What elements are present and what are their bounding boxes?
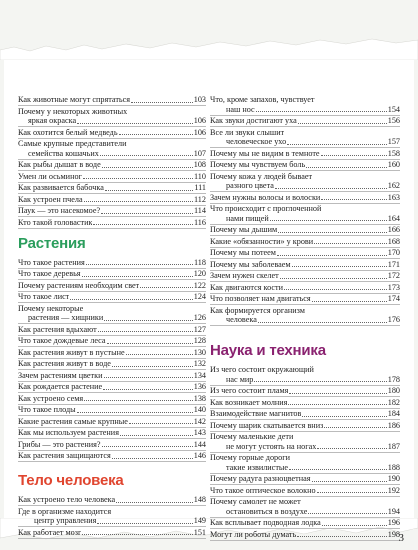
toc-entry (18, 139, 206, 149)
toc-entry-page: 194 (387, 506, 400, 516)
toc-entry (18, 507, 206, 517)
toc-entry-title: Почему горные дороги (210, 453, 290, 462)
toc-entry (210, 375, 400, 386)
toc-entry (210, 306, 400, 316)
toc-leader-dots (100, 155, 193, 156)
toc-entry-page: 136 (193, 382, 206, 391)
toc-leader-dots (284, 289, 387, 290)
toc-entry (18, 218, 206, 229)
toc-entry (210, 365, 400, 375)
toc-entry-page: 157 (387, 137, 400, 146)
toc-entry (210, 116, 400, 127)
toc-entry-title: Почему мы потеем (210, 248, 276, 257)
toc-entry-title: Почему у некоторых животных (18, 106, 128, 116)
toc-leader-dots (275, 188, 387, 189)
toc-entry-title: Почему маленькие дети (210, 432, 294, 441)
toc-entry (18, 281, 206, 292)
toc-entry (18, 172, 206, 183)
toc-entry (18, 359, 206, 370)
toc-entry-title: человека (226, 315, 257, 324)
toc-entry (18, 269, 206, 280)
toc-entry-title: Все ли звуки слышит (210, 127, 285, 137)
toc-entry (18, 149, 206, 160)
torn-paper-top-edge (0, 0, 418, 60)
toc-entry-page: 154 (387, 104, 400, 114)
toc-leader-dots (321, 155, 387, 156)
page-number: 3 (398, 532, 404, 544)
toc-leader-dots (103, 389, 193, 390)
toc-entry (18, 116, 206, 127)
toc-entry (210, 294, 400, 305)
toc-entry-page: 116 (194, 217, 206, 227)
toc-entry (18, 516, 206, 527)
toc-leader-dots (254, 381, 386, 382)
toc-entry (210, 137, 400, 148)
toc-entry-page: 178 (387, 374, 400, 384)
toc-entry (210, 172, 400, 182)
toc-entry-page: 130 (193, 347, 206, 357)
section-heading-human-body: Тело человека (18, 472, 124, 489)
toc-entry-page: 196 (387, 518, 400, 527)
toc-leader-dots (86, 264, 193, 265)
toc-entry-title: Как работает мозг (18, 527, 82, 537)
toc-entry (18, 495, 206, 506)
toc-entry (18, 195, 206, 206)
toc-entry-page: 132 (193, 359, 206, 368)
toc-entry-title: Как рождается растение (18, 382, 103, 391)
toc-entry (210, 225, 400, 236)
toc-entry-page: 151 (193, 527, 206, 537)
toc-entry (210, 193, 400, 204)
toc-entry-title: Почему шарик скатывается вниз (210, 420, 324, 430)
toc-entry-page: 124 (193, 292, 206, 301)
toc-entry-page: 173 (387, 282, 400, 292)
toc-entry-title: Как всплывает подводная лодка (210, 518, 321, 527)
toc-entry-title: Как развивается бабочка (18, 183, 104, 192)
toc-entry-title: Зачем нужен скелет (210, 271, 279, 280)
toc-entry-page: 156 (387, 116, 400, 125)
toc-leader-dots (83, 178, 193, 179)
toc-entry-title: Как устроен пчела (18, 194, 83, 204)
toc-leader-dots (97, 523, 192, 524)
toc-entry (18, 371, 206, 382)
toc-entry-page: 166 (387, 225, 400, 234)
toc-entry-page: 138 (193, 393, 206, 403)
toc-leader-dots (287, 144, 387, 145)
toc-group-science (210, 365, 400, 541)
toc-entry (210, 181, 400, 192)
toc-leader-dots (120, 435, 193, 436)
toc-entry (18, 440, 206, 451)
toc-entry (18, 128, 206, 139)
toc-entry-title: Как возникает молния (210, 397, 288, 407)
toc-entry-title: Как рыбы дышат в воде (18, 160, 101, 169)
toc-leader-dots (324, 427, 386, 428)
toc-entry (210, 105, 400, 116)
toc-entry (18, 394, 206, 405)
toc-entry-title: Какие растения самые крупные (18, 416, 128, 426)
toc-entry-title: Как животные могут спрятаться (18, 95, 131, 104)
toc-entry-title: Как двигаются кости (210, 282, 284, 292)
toc-entry (210, 518, 400, 529)
toc-entry-page: 164 (387, 213, 400, 223)
toc-entry-title: наш нос (226, 104, 255, 114)
toc-entry-title: Кто такой головастик (18, 217, 93, 227)
toc-entry-title: Грибы — это растения? (18, 439, 101, 449)
toc-entry-title: Как растения живут в пустыне (18, 347, 125, 357)
toc-entry (18, 183, 206, 194)
toc-entry-title: Зачем нужны волосы и волоски (210, 192, 321, 202)
toc-entry (18, 160, 206, 171)
toc-leader-dots (77, 412, 193, 413)
toc-entry (18, 451, 206, 462)
toc-entry (210, 463, 400, 474)
toc-leader-dots (289, 469, 387, 470)
toc-entry-page: 182 (387, 397, 400, 407)
toc-entry-title: Взаимодействие магнитов (210, 409, 302, 418)
toc-entry (210, 237, 400, 248)
toc-entry-title: Из чего состоит окружающий (210, 365, 314, 374)
toc-entry (18, 348, 206, 359)
toc-entry-title: Почему мы чувствуем боль (210, 160, 306, 169)
toc-entry (210, 204, 400, 214)
toc-entry-title: Как звуки достигают уха (210, 116, 297, 125)
toc-entry-page: 160 (387, 160, 400, 169)
toc-group-human-body (18, 495, 206, 539)
toc-entry-page: 146 (193, 451, 206, 460)
toc-leader-dots (278, 232, 387, 233)
toc-entry (210, 95, 400, 105)
toc-entry-title: Почему растениям необходим свет (18, 280, 140, 290)
toc-entry-page: 186 (387, 420, 400, 430)
toc-entry (210, 315, 400, 326)
toc-entry-page: 110 (194, 171, 206, 181)
toc-entry-title: Как мы используем растения (18, 428, 119, 437)
toc-entry-page: 190 (387, 474, 400, 483)
toc-leader-dots (77, 123, 193, 124)
toc-leader-dots (292, 266, 387, 267)
toc-entry (210, 421, 400, 432)
toc-entry-page: 120 (193, 269, 206, 278)
toc-entry (18, 417, 206, 428)
toc-entry-title: семейства кошачьих (28, 148, 99, 158)
toc-entry-title: Как растения живут в воде (18, 359, 111, 368)
toc-entry-title: остановиться в воздухе (226, 506, 308, 516)
toc-entry-title: Умен ли осьминог (18, 171, 82, 181)
toc-leader-dots (298, 123, 387, 124)
toc-entry-page: 149 (193, 516, 206, 525)
toc-entry (18, 95, 206, 106)
toc-entry (18, 382, 206, 393)
toc-entry-title: Почему кожа у людей бывает (210, 171, 313, 181)
toc-group-animals (18, 95, 206, 229)
toc-entry (18, 336, 206, 347)
toc-left-column (18, 95, 206, 539)
toc-entry-page: 176 (387, 315, 400, 324)
toc-entry-page: 106 (193, 127, 206, 137)
toc-leader-dots (129, 423, 193, 424)
toc-entry-title: Как растения защищаются (18, 451, 111, 460)
toc-leader-dots (258, 322, 387, 323)
toc-entry-page: 114 (194, 206, 206, 215)
toc-group-plants (18, 258, 206, 463)
toc-entry-page: 140 (193, 405, 206, 414)
toc-entry-title: Где в организме находится (18, 506, 112, 516)
toc-entry-title: Почему радуга разноцветная (210, 474, 311, 483)
toc-leader-dots (308, 513, 386, 514)
toc-entry-page: 127 (193, 324, 206, 334)
toc-leader-dots (317, 448, 386, 449)
toc-leader-dots (105, 190, 193, 191)
toc-entry-title: Что такое растения (18, 257, 85, 267)
toc-entry (18, 428, 206, 439)
toc-leader-dots (119, 134, 193, 135)
toc-entry-page: 103 (193, 95, 206, 104)
toc-entry-page: 174 (387, 294, 400, 303)
toc-entry-title: Как устроено семя (18, 393, 84, 403)
toc-entry-page: 162 (387, 181, 400, 190)
toc-entry-page: 198 (387, 529, 400, 539)
toc-entry-title: центр управления (34, 516, 97, 525)
toc-entry (18, 292, 206, 303)
toc-leader-dots (317, 492, 387, 493)
toc-leader-dots (280, 278, 387, 279)
toc-entry-page: 192 (387, 485, 400, 495)
toc-entry (18, 304, 206, 314)
toc-entry (18, 528, 206, 539)
toc-entry-page: 144 (193, 439, 206, 449)
toc-entry (210, 149, 400, 160)
toc-right-column (210, 95, 400, 541)
toc-leader-dots (302, 416, 386, 417)
toc-entry (210, 486, 400, 497)
toc-entry-page: 112 (194, 194, 206, 204)
toc-entry-page: 143 (193, 428, 206, 437)
toc-entry-title: человеческое ухо (226, 137, 287, 146)
toc-leader-dots (312, 301, 387, 302)
toc-entry (210, 442, 400, 453)
toc-entry-title: не могут устоять на ногах (226, 441, 317, 451)
toc-entry-page: 128 (193, 336, 206, 345)
toc-entry-page: 168 (387, 236, 400, 246)
toc-entry-page: 187 (387, 441, 400, 451)
toc-entry (18, 107, 206, 117)
toc-entry (210, 497, 400, 507)
toc-entry-page: 134 (193, 370, 206, 380)
toc-entry (18, 405, 206, 416)
toc-leader-dots (82, 534, 192, 535)
toc-leader-dots (297, 536, 386, 537)
toc-entry-page: 184 (387, 409, 400, 418)
toc-entry-page: 180 (387, 386, 400, 395)
toc-entry-title: растения — хищники (28, 313, 104, 322)
toc-entry-title: Как охотится белый медведь (18, 127, 118, 137)
section-heading-science: Наука и техника (210, 342, 326, 359)
toc-leader-dots (306, 167, 386, 168)
toc-entry-title: Как растения вдыхают (18, 324, 97, 334)
toc-entry-title: Почему самолет не может (210, 497, 301, 506)
toc-entry-title: яркая окраска (28, 116, 77, 125)
toc-leader-dots (102, 167, 193, 168)
toc-entry-page: 122 (193, 280, 206, 290)
toc-leader-dots (104, 377, 193, 378)
toc-entry-title: Что происходит с проглоченной (210, 204, 322, 213)
toc-entry-page: 107 (193, 148, 206, 158)
toc-entry-page: 118 (194, 257, 206, 267)
toc-leader-dots (84, 400, 193, 401)
toc-entry-page: 172 (387, 271, 400, 280)
toc-entry-title: Почему мы заболеваем (210, 259, 291, 269)
toc-entry-title: Как формируется организм (210, 305, 305, 315)
toc-leader-dots (93, 224, 193, 225)
toc-leader-dots (277, 255, 387, 256)
toc-entry-title: Какие «обязанности» у крови (210, 236, 314, 246)
toc-entry-title: Почему некоторые (18, 303, 84, 313)
toc-entry (18, 206, 206, 217)
toc-entry-title: Что такое оптическое волокно (210, 485, 316, 495)
toc-leader-dots (322, 525, 387, 526)
toc-group-human-body-continued (210, 95, 400, 326)
toc-entry-title: Почему мы не видим в темноте (210, 148, 320, 158)
toc-entry-title: разного цвета (226, 181, 274, 190)
toc-entry-title: Что такое дождевые леса (18, 336, 106, 345)
toc-entry-page: 158 (387, 148, 400, 158)
toc-leader-dots (112, 458, 193, 459)
toc-entry (210, 453, 400, 463)
toc-leader-dots (270, 220, 387, 221)
toc-entry-title: Зачем растениям цветки (18, 370, 103, 380)
toc-leader-dots (112, 366, 193, 367)
toc-leader-dots (84, 201, 193, 202)
toc-leader-dots (126, 354, 193, 355)
toc-entry-title: Что такое деревья (18, 269, 81, 278)
toc-leader-dots (101, 213, 193, 214)
toc-entry-title: такие извилистые (226, 462, 289, 472)
toc-entry (210, 128, 400, 138)
toc-entry-title: Паук — это насекомое? (18, 206, 101, 215)
toc-leader-dots (314, 243, 387, 244)
toc-entry (210, 386, 400, 397)
toc-entry-page: 163 (387, 192, 400, 202)
toc-entry (210, 260, 400, 271)
toc-entry (210, 248, 400, 259)
toc-entry-page: 188 (387, 462, 400, 472)
toc-leader-dots (288, 404, 386, 405)
toc-entry-title: Что, кроме запахов, чувствует (210, 95, 315, 104)
toc-entry-page: 170 (387, 248, 400, 257)
toc-entry (210, 398, 400, 409)
toc-entry-page: 106 (193, 116, 206, 125)
toc-leader-dots (104, 320, 192, 321)
toc-entry-title: Что позволяет нам двигаться (210, 294, 311, 303)
toc-entry-page: 148 (193, 495, 206, 504)
toc-entry (210, 507, 400, 518)
toc-entry-title: Что такое плоды (18, 405, 76, 414)
toc-leader-dots (289, 393, 386, 394)
toc-leader-dots (70, 299, 192, 300)
toc-entry (210, 271, 400, 282)
toc-entry-page: 108 (193, 160, 206, 169)
toc-leader-dots (98, 331, 193, 332)
toc-leader-dots (131, 102, 193, 103)
toc-entry (210, 283, 400, 294)
section-heading-plants: Растения (18, 234, 86, 252)
toc-entry-page: 171 (387, 259, 400, 269)
toc-entry-title: нас мир (226, 374, 254, 384)
toc-entry-title: Почему мы дышим (210, 225, 278, 234)
toc-entry-title: Что такое лист (18, 292, 70, 301)
toc-leader-dots (140, 287, 192, 288)
toc-entry (210, 530, 400, 541)
toc-entry (210, 474, 400, 485)
toc-entry (210, 160, 400, 171)
toc-leader-dots (107, 343, 193, 344)
toc-entry-page: 142 (193, 416, 206, 426)
toc-entry-title: нами пищей (226, 213, 269, 223)
toc-entry (210, 409, 400, 420)
toc-leader-dots (321, 199, 386, 200)
toc-entry-title: Могут ли роботы думать (210, 529, 297, 539)
toc-leader-dots (116, 502, 193, 503)
toc-leader-dots (312, 481, 387, 482)
toc-leader-dots (102, 446, 193, 447)
toc-entry-page: 126 (193, 313, 206, 322)
toc-leader-dots (256, 111, 387, 112)
toc-entry-page: 111 (194, 183, 206, 192)
toc-entry (210, 432, 400, 442)
toc-entry-title: Как устроено тело человека (18, 495, 116, 504)
toc-entry (210, 214, 400, 225)
toc-entry (18, 258, 206, 269)
toc-entry-title: Из чего состоит пламя (210, 386, 289, 395)
toc-entry (18, 325, 206, 336)
toc-entry (18, 313, 206, 324)
toc-entry-title: Самые крупные представители (18, 139, 127, 148)
toc-leader-dots (82, 276, 193, 277)
